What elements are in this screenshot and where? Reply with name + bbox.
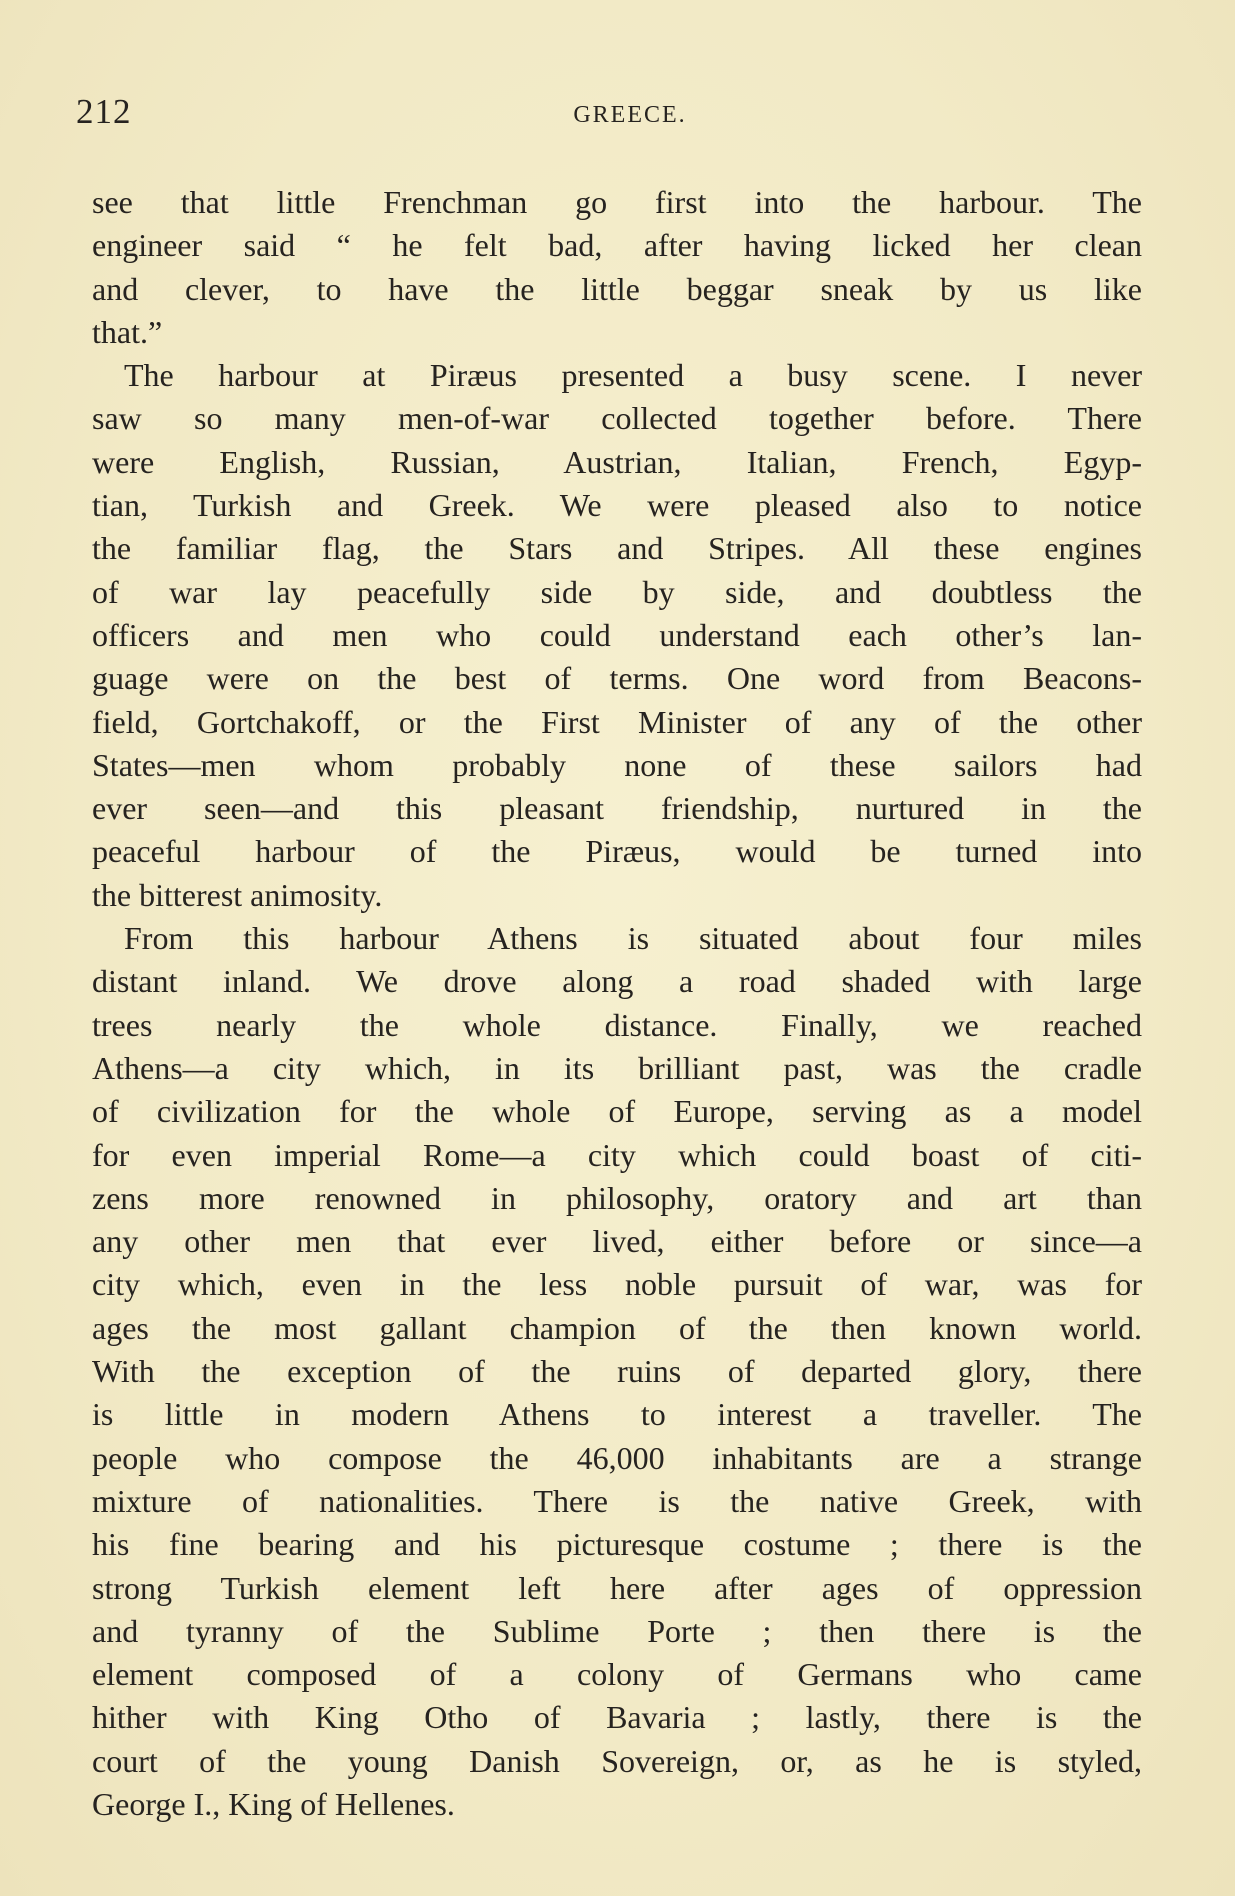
text-line: field, Gortchakoff, or the First Minister of any of the other <box>92 703 1142 740</box>
page-header <box>76 92 1144 138</box>
text-line: hither with King Otho of Bavaria ; lastly, there is the <box>92 1699 1142 1736</box>
text-line: court of the young Danish Sovereign, or, as he is styled, <box>92 1742 1142 1779</box>
text-line: of civilization for the whole of Europe, serving as a model <box>92 1093 1142 1130</box>
text-line: The harbour at Piræus presented a busy scene. I never <box>124 357 1142 394</box>
text-line: the familiar flag, the Stars and Stripes. All these engines <box>92 530 1142 567</box>
text-line: that.” <box>92 313 163 350</box>
text-line: and clever, to have the little beggar sneak by us like <box>92 270 1142 307</box>
text-line: any other men that ever lived, either before or since—a <box>92 1223 1142 1260</box>
text-line: see that little Frenchman go first into the harbour. The <box>92 184 1142 220</box>
text-line: With the exception of the ruins of departed glory, there <box>92 1353 1142 1390</box>
text-line: were English, Russian, Austrian, Italian, French, Egyp- <box>92 443 1142 480</box>
text-line: saw so many men-of-war collected together before. There <box>92 400 1142 437</box>
text-line: strong Turkish element left here after ages of oppression <box>92 1569 1142 1606</box>
text-line: peaceful harbour of the Piræus, would be turned into <box>92 833 1142 870</box>
text-line: ever seen—and this pleasant friendship, nurtured in the <box>92 790 1142 827</box>
text-line: Athens—a city which, in its brilliant past, was the cradle <box>92 1049 1142 1086</box>
text-line: element composed of a colony of Germans who came <box>92 1656 1142 1693</box>
text-line: ages the most gallant champion of the then known world. <box>92 1309 1142 1346</box>
text-line: From this harbour Athens is situated about four miles <box>124 920 1142 957</box>
text-line: States—men whom probably none of these sailors had <box>92 746 1142 783</box>
text-line: of war lay peacefully side by side, and doubtless the <box>92 573 1142 610</box>
text-line: trees nearly the whole distance. Finally, we reached <box>92 1006 1142 1043</box>
text-line: the bitterest animosity. <box>92 876 383 913</box>
text-line: George I., King of Hellenes. <box>92 1785 455 1822</box>
running-head: GREECE. <box>573 102 687 128</box>
text-line: people who compose the 46,000 inhabitants are a strange <box>92 1439 1142 1476</box>
text-line: engineer said “ he felt bad, after having licked her clean <box>92 227 1142 264</box>
text-line: is little in modern Athens to interest a traveller. The <box>92 1396 1142 1433</box>
text-line: mixture of nationalities. There is the native Greek, with <box>92 1482 1142 1519</box>
text-line: guage were on the best of terms. One word from Beacons- <box>92 660 1142 697</box>
text-line: tian, Turkish and Greek. We were pleased also to notice <box>92 487 1142 524</box>
text-line: distant inland. We drove along a road shaded with large <box>92 963 1142 1000</box>
text-line: his fine bearing and his picturesque costume ; there is the <box>92 1526 1142 1563</box>
body-text <box>92 181 1142 1826</box>
page-number: 212 <box>76 92 132 131</box>
text-line: and tyranny of the Sublime Porte ; then there is the <box>92 1612 1142 1649</box>
text-line: zens more renowned in philosophy, oratory and art than <box>92 1179 1142 1216</box>
text-line: officers and men who could understand each other’s lan- <box>92 616 1142 653</box>
text-line: city which, even in the less noble pursuit of war, was for <box>92 1266 1142 1303</box>
text-line: for even imperial Rome—a city which could boast of citi- <box>92 1136 1142 1173</box>
